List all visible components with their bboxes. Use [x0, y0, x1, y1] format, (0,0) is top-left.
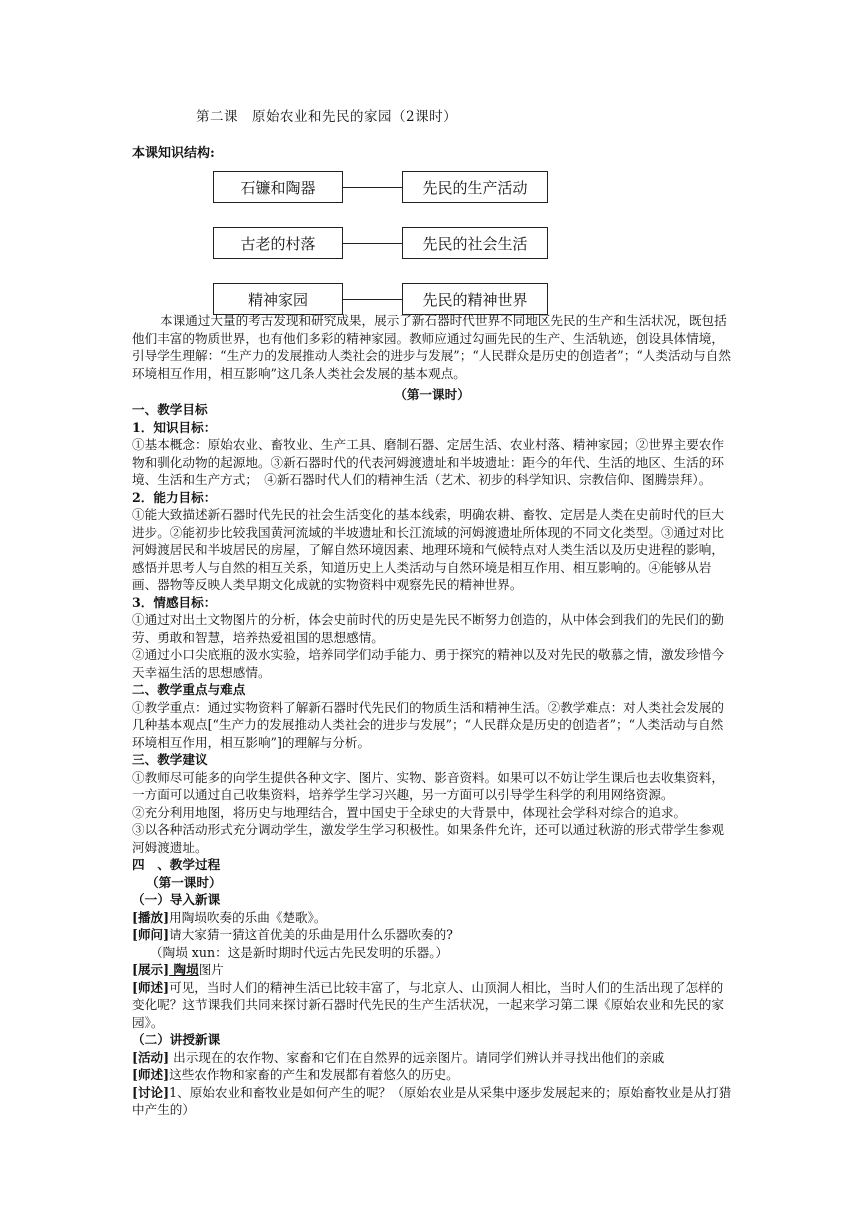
paragraph: [132, 926, 732, 944]
main-content: [132, 401, 732, 1119]
lesson-heading: （第一课时）: [146, 874, 222, 890]
lesson-title: 第二课 原始农业和先民的家园（2课时）: [196, 109, 458, 125]
paragraph: ①教师尽可能多的向学生提供各种文字、图片、实物、影音资料。如果可以不妨让学生课后也去收集资料，一方面可以通过自己收集资料，培养学生学习兴趣，另一方面可以引导学生科学的利用网络资源。: [132, 769, 724, 802]
structure-label: 本课知识结构:: [132, 146, 215, 161]
subsection-heading: 3．情感目标：: [132, 594, 217, 610]
paragraph: ①通过对出土文物图片的分析，体会史前时代的历史是先民不断努力创造的，从中体会到我们的先民们的勤劳、勇敢和智慧，培养热爱祖国的思想感情。: [132, 612, 724, 645]
activity-tag: [播放]: [132, 909, 170, 925]
subsection-heading: 2．能力目标：: [132, 489, 217, 505]
paragraph: ①能大致描述新石器时代先民的社会生活变化的基本线索，明确农耕、畜牧、定居是人类在史前时代的巨大进步。②能初步比较我国黄河流域的半坡遗址和长江流域的河姆渡遗址所体现的不同文化类型。③通过对比河姆渡居民和半坡居民的房屋，了解自然环境因素、地理环境和气候特点对人类生活以及历史进程的影响，感悟并思考人与自然的相互关系，知道历史上人类活动与自然环境是相互作用、相互影响的。④能够从岩画、器物等反映人类早期文化成就的实物资料中观察先民的精神世界。: [132, 507, 724, 592]
part-heading: （二）讲授新课: [132, 1032, 221, 1047]
activity-tag: [展示]: [132, 962, 170, 977]
paragraph: ②通过小口尖底瓶的汲水实验，培养同学们动手能力、勇于探究的精神以及对先民的敬慕之情，激发珍惜今天幸福生活的思想感情。: [132, 647, 724, 680]
paragraph: [132, 1049, 732, 1067]
paragraph: （陶埙 xun：这是新时期时代远古先民发明的乐器。）: [150, 944, 449, 960]
structure-connector: [343, 299, 402, 300]
paragraph: ③以各种活动形式充分调动学生，激发学生学习积极性。如果条件允许，还可以通过秋游的形式带学生参观河姆渡遗址。: [132, 822, 724, 855]
paragraph: [132, 909, 732, 927]
structure-right-box: 先民的精神世界: [402, 283, 548, 315]
section-heading: 一、教学目标: [132, 402, 208, 417]
section-heading: 二、教学重点与难点: [132, 682, 246, 697]
paragraph-text: 这些农作物和家畜的产生和发展都有着悠久的历史。: [169, 1067, 459, 1082]
section-heading: 四 、教学过程: [132, 857, 221, 872]
activity-tag: [活动]: [132, 1049, 170, 1065]
structure-connector: [343, 187, 402, 188]
structure-left-box: 精神家园: [213, 283, 343, 315]
activity-tag: [讨论]: [132, 1084, 170, 1100]
structure-right-box: 先民的社会生活: [402, 227, 548, 259]
underlined-term: 陶埙: [169, 962, 199, 977]
structure-right-box: 先民的生产活动: [402, 171, 548, 203]
activity-tag: [师问]: [132, 927, 170, 942]
paragraph-text: 图片: [198, 962, 224, 977]
paragraph-text: 用陶埙吹奏的乐曲《楚歌》。: [169, 909, 327, 925]
paragraph-text: 出示现在的农作物、家畜和它们在自然界的远亲图片。请同学们辨认并寻找出他们的亲戚: [169, 1049, 665, 1065]
paragraph-text: 请大家猜一猜这首优美的乐曲是用什么乐器吹奏的?: [169, 927, 453, 942]
paragraph: ①教学重点：通过实物资料了解新石器时代先民们的物质生活和精神生活。②教学难点：对人类社会发展的几种基本观点[“生产力的发展推动人类社会的进步与发展”；“人民群众是历史的创造者”；“人类活动与自然环境相互作用，相互影响”]的理解与分析。: [132, 699, 724, 750]
paragraph: [132, 961, 732, 979]
intro-paragraph: 本课通过大量的考古发现和研究成果，展示了新石器时代世界不同地区先民的生产和生活状况，既包括他们丰富的物质世界，也有他们多彩的精神家园。教师应通过勾画先民的生产、生活轨迹，创设具体情境，引导学生理解：“生产力的发展推动人类社会的进步与发展”；“人民群众是历史的创造者”；“人类活动与自然环境相互作用，相互影响”这几条人类社会发展的基本观点。: [132, 313, 731, 381]
structure-connector: [343, 243, 402, 244]
paragraph: [132, 1066, 732, 1084]
activity-tag: [师述]: [132, 979, 170, 995]
paragraph: ①基本概念：原始农业、畜牧业、生产工具、磨制石器、定居生活、农业村落、精神家园；②世界主要农作物和驯化动物的起源地。③新石器时代的代表河姆渡遗址和半坡遗址：距今的年代、生活的地区、生活的环境、生活和生产方式； ④新石器时代人们的精神生活（艺术、初步的科学知识、宗教信仰、图腾崇拜）。: [132, 437, 724, 487]
paragraph-text: 1、原始农业和畜牧业是如何产生的呢？（原始农业是从采集中逐步发展起来的；原始畜牧业是从打猎中产生的）: [132, 1084, 732, 1117]
part-heading: （一）导入新课: [132, 892, 221, 907]
paragraph: [132, 1084, 732, 1119]
paragraph-text: 可见，当时人们的精神生活已比较丰富了，与北京人、山顶洞人相比，当时人们的生活出现了怎样的变化呢？这节课我们共同来探讨新石器时代先民的生产生活状况，一起来学习第二课《原始农业和先民的家园》。: [132, 979, 724, 1030]
structure-left-box: 古老的村落: [213, 227, 343, 259]
subsection-heading: 1．知识目标：: [132, 419, 217, 435]
activity-tag: [师述]: [132, 1067, 170, 1082]
section-heading: 三、教学建议: [132, 752, 208, 767]
structure-left-box: 石镰和陶器: [213, 171, 343, 203]
paragraph: ②充分利用地图，将历史与地理结合，置中国史于全球史的大背景中，体现社会学科对综合的追求。: [132, 804, 687, 820]
paragraph: [132, 979, 732, 1032]
lesson-one-heading: （第一课时）: [394, 387, 470, 402]
